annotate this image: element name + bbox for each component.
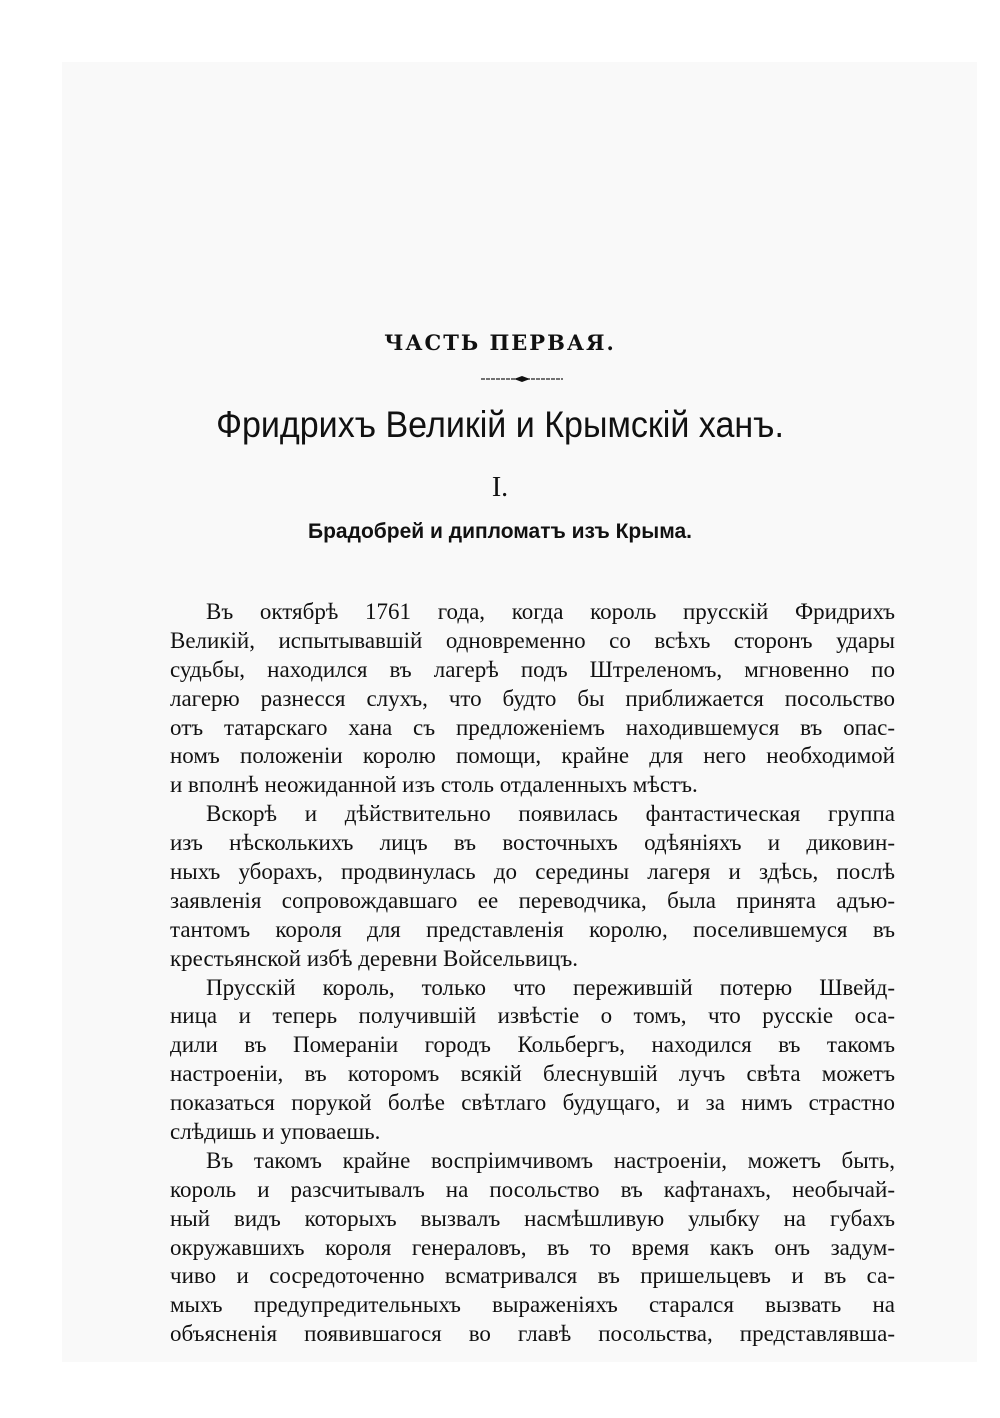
text-line: номъ положеніи королю помощи, крайне для него необходимой <box>170 743 895 769</box>
text-line: дили въ Помераніи городъ Кольбергъ, находился въ такомъ <box>170 1032 895 1058</box>
text-line: ный видъ которыхъ вызвалъ насмѣшливую улыбку на губахъ <box>170 1205 895 1231</box>
text-line: Вскорѣ и дѣйствительно появилась фантастическая группа <box>206 801 895 827</box>
chapter-title: Брадобрей и дипломатъ изъ Крыма. <box>308 520 692 543</box>
paragraph <box>170 974 895 1147</box>
part-heading: ЧАСТЬ ПЕРВАЯ. <box>384 330 616 355</box>
text-line: крестьянской избѣ деревни Войсельвицъ. <box>170 945 578 971</box>
text-line: мыхъ предупредительныхъ выраженіяхъ старался вызвать на <box>170 1292 895 1318</box>
text-line: объясненія появившагося во главѣ посольства, представлявша- <box>170 1321 895 1347</box>
text-line: ница и теперь получившій извѣстіе о томъ, что русскіе оса- <box>170 1003 895 1029</box>
divider-ornament <box>481 376 563 382</box>
text-line: король и разсчитывалъ на посольство въ кафтанахъ, необычай- <box>170 1176 895 1202</box>
body-text <box>170 598 895 1349</box>
text-line: чиво и сосредоточенно всматривался въ пришельцевъ и въ са- <box>170 1263 895 1289</box>
text-line: Въ такомъ крайне воспріимчивомъ настроеніи, можетъ быть, <box>206 1147 895 1173</box>
text-line: настроеніи, въ которомъ всякій блеснувшій лучъ свѣта можетъ <box>170 1061 895 1087</box>
text-line: лагерю разнесся слухъ, что будто бы приближается посольство <box>170 685 895 711</box>
paragraph <box>170 1147 895 1349</box>
text-line: Въ октябрѣ 1761 года, когда король прусскій Фридрихъ <box>206 599 895 624</box>
text-line: отъ татарскаго хана съ предложеніемъ находившемуся въ опас- <box>170 714 895 740</box>
text-line: судьбы, находился въ лагерѣ подъ Штреленомъ, мгновенно по <box>170 656 895 682</box>
text-line: Прусскій король, только что пережившій потерю Швейд- <box>206 974 895 1000</box>
text-line: слѣдишь и уповаешь. <box>170 1119 381 1145</box>
text-line: Великій, испытывавшій одновременно со всѣхъ сторонъ удары <box>170 627 895 653</box>
text-line: и вполнѣ неожиданной изъ столь отдаленныхъ мѣстъ. <box>170 772 698 798</box>
text-line: изъ нѣсколькихъ лицъ въ восточныхъ одѣяніяхъ и диковин- <box>170 830 895 856</box>
text-line: показаться порукой болѣе свѣтлаго будущаго, и за нимъ страстно <box>170 1090 895 1116</box>
text-line: заявленія сопровождавшаго ее переводчика, была принята адъю- <box>170 887 895 913</box>
chapter-number: I. <box>491 472 509 503</box>
text-line: окружавшихъ короля генераловъ, въ то время какъ онъ задум- <box>170 1234 895 1260</box>
chapter-group-title: Фридрихъ Великій и Крымскій ханъ. <box>216 404 784 445</box>
text-line: ныхъ уборахъ, продвинулась до середины лагеря и здѣсь, послѣ <box>170 859 895 885</box>
paragraph <box>170 800 895 973</box>
text-line: тантомъ короля для представленія королю, поселившемуся въ <box>170 916 895 942</box>
paragraph <box>170 598 895 800</box>
